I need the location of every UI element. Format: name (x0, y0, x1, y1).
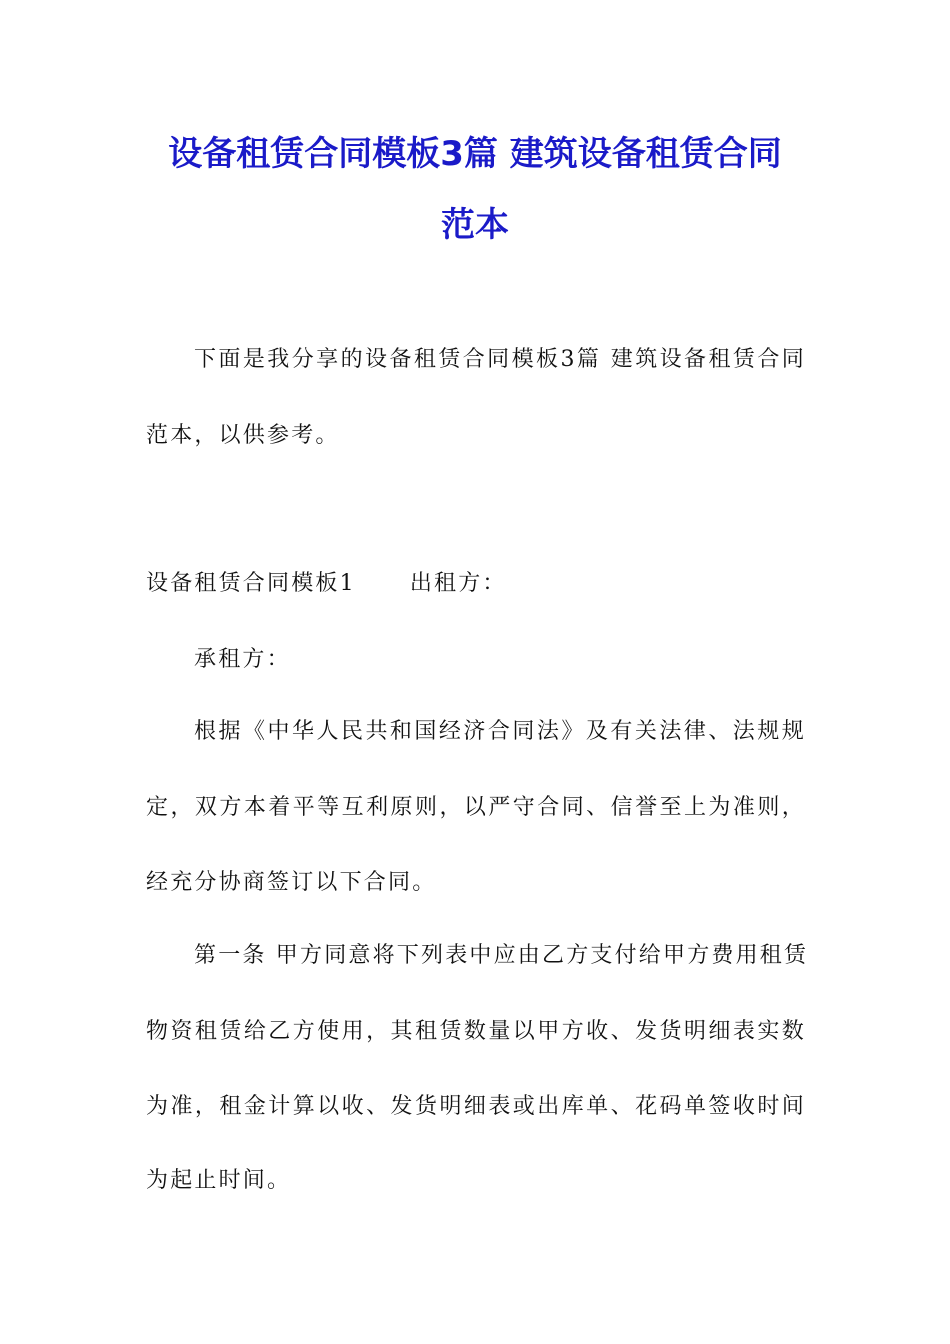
article1-line-2: 物资租赁给乙方使用，其租赁数量以甲方收、发货明细表实数 (146, 1019, 806, 1044)
article1-line-3: 为准，租金计算以收、发货明细表或出库单、花码单签收时间 (146, 1094, 806, 1119)
section-heading: 设备租赁合同模板1 (146, 571, 356, 596)
preamble-line-2: 定，双方本着平等互利原则，以严守合同、信誉至上为准则， (146, 795, 806, 820)
document-title-line-1: 设备租赁合同模板3篇 建筑设备租赁合同 (168, 134, 782, 174)
intro-line-1: 下面是我分享的设备租赁合同模板3篇 建筑设备租赁合同 (194, 347, 806, 372)
document-title-line-2: 范本 (441, 205, 509, 245)
lessor-label: 出租方： (409, 571, 507, 596)
preamble-line-1: 根据《中华人民共和国经济合同法》及有关法律、法规规 (194, 719, 806, 744)
lessee-label: 承租方： (194, 647, 291, 672)
section-heading-row (146, 573, 507, 595)
article1-line-1: 第一条 甲方同意将下列表中应由乙方支付给甲方费用租赁 (194, 943, 809, 968)
preamble-line-3: 经充分协商签订以下合同。 (146, 870, 437, 895)
article1-line-4: 为起止时间。 (146, 1168, 292, 1193)
intro-line-2: 范本，以供参考。 (146, 423, 340, 448)
